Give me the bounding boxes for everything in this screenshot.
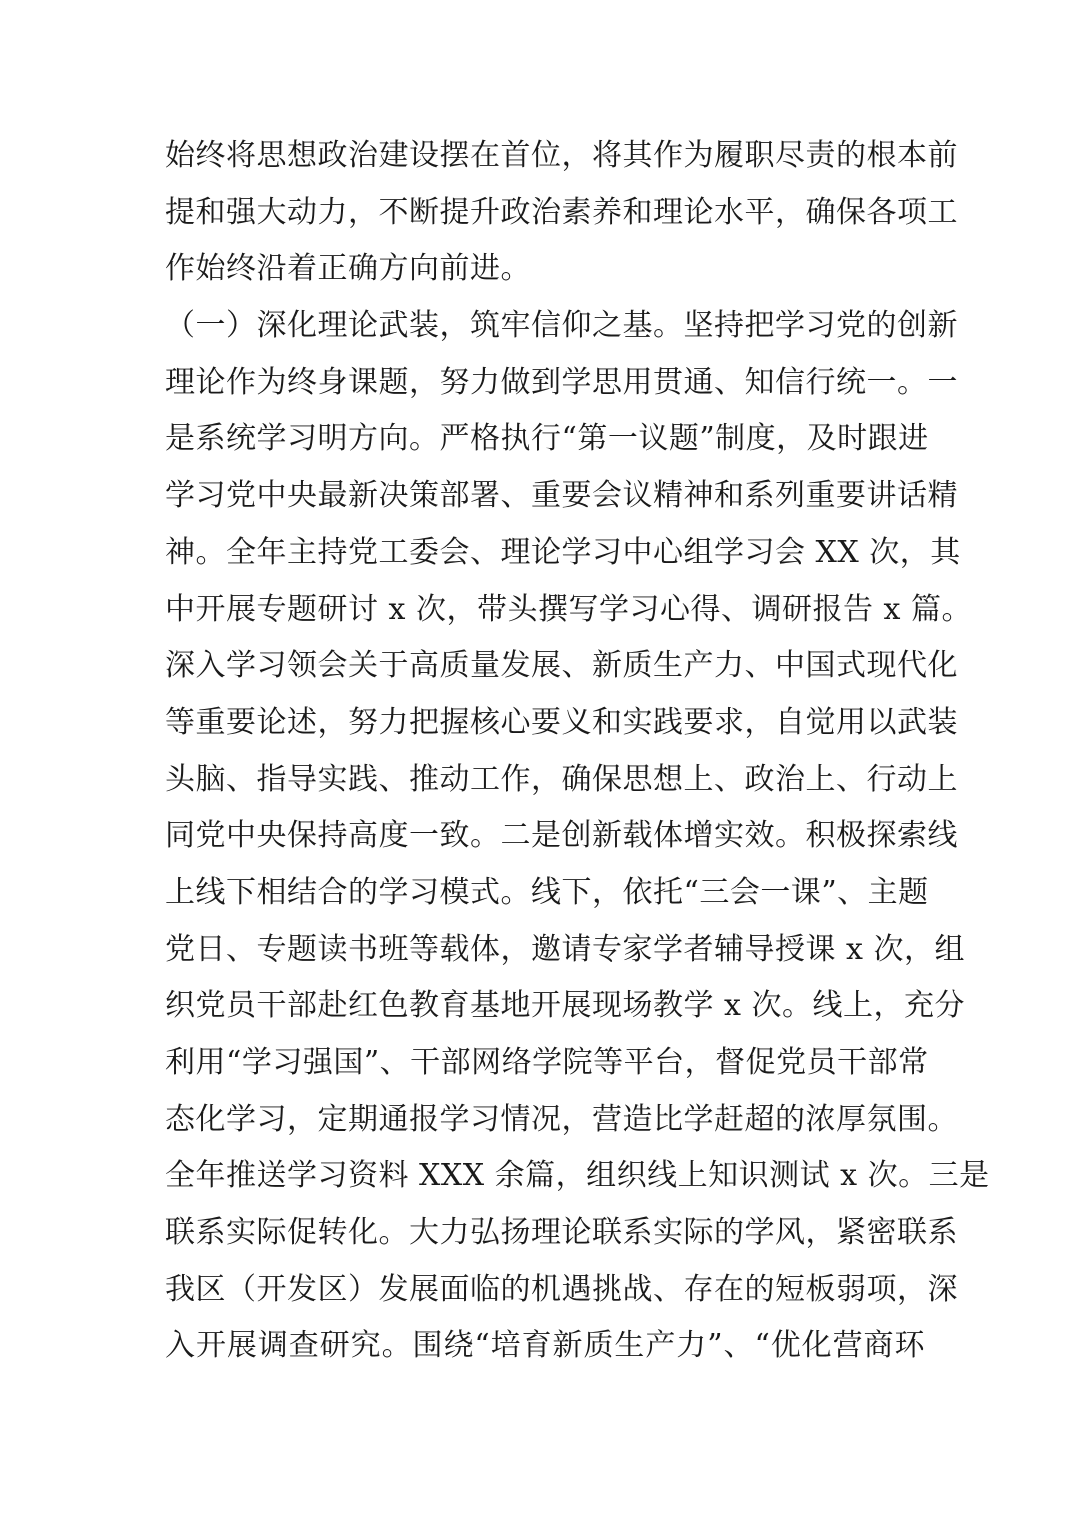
text-line-3: 作始终沿着正确方向前进。 — [165, 251, 531, 287]
text-line-8: 神。全年主持党工委会、理论学习中心组学习会 XX 次，其 — [165, 534, 961, 570]
text-line-9: 中开展专题研讨 x 次，带头撰写学习心得、调研报告 x 篇。 — [165, 591, 972, 627]
text-line-20: 联系实际促转化。大力弘扬理论联系实际的学风，紧密联系 — [165, 1215, 958, 1251]
text-line-10: 深入学习领会关于高质量发展、新质生产力、中国式现代化 — [165, 648, 958, 684]
text-line-5: 理论作为终身课题，努力做到学思用贯通、知信行统一。一 — [165, 364, 958, 400]
text-line-19: 全年推送学习资料 XXX 余篇，组织线上知识测试 x 次。三是 — [165, 1158, 990, 1194]
text-line-14: 上线下相结合的学习模式。线下，依托“三会一课”、主题 — [165, 874, 929, 910]
text-line-22: 入开展调查研究。围绕“培育新质生产力”、“优化营商环 — [165, 1328, 925, 1364]
text-line-17: 利用“学习强国”、干部网络学院等平台，督促党员干部常 — [165, 1045, 929, 1080]
text-line-11: 等重要论述，努力把握核心要义和实践要求，自觉用以武装 — [165, 704, 958, 740]
text-line-18: 态化学习，定期通报学习情况，营造比学赶超的浓厚氛围。 — [165, 1101, 958, 1137]
text-line-7: 学习党中央最新决策部署、重要会议精神和系列重要讲话精 — [165, 478, 958, 514]
text-line-12: 头脑、指导实践、推动工作，确保思想上、政治上、行动上 — [165, 761, 958, 797]
text-line-15: 党日、专题读书班等载体，邀请专家学者辅导授课 x 次，组 — [165, 931, 965, 967]
section-heading-line: （一）深化理论武装，筑牢信仰之基。坚持把学习党的创新 — [165, 308, 958, 344]
text-line-2: 提和强大动力，不断提升政治素养和理论水平，确保各项工 — [165, 194, 958, 230]
text-line-6: 是系统学习明方向。严格执行“第一议题”制度，及时跟进 — [165, 421, 929, 457]
text-line-1: 始终将思想政治建设摆在首位，将其作为履职尽责的根本前 — [165, 138, 958, 173]
text-line-16: 织党员干部赴红色教育基地开展现场教学 x 次。线上，充分 — [165, 988, 965, 1024]
text-line-21: 我区（开发区）发展面临的机遇挑战、存在的短板弱项，深 — [165, 1271, 958, 1307]
body-text — [165, 128, 990, 1375]
text-line-13: 同党中央保持高度一致。二是创新载体增实效。积极探索线 — [165, 818, 958, 854]
